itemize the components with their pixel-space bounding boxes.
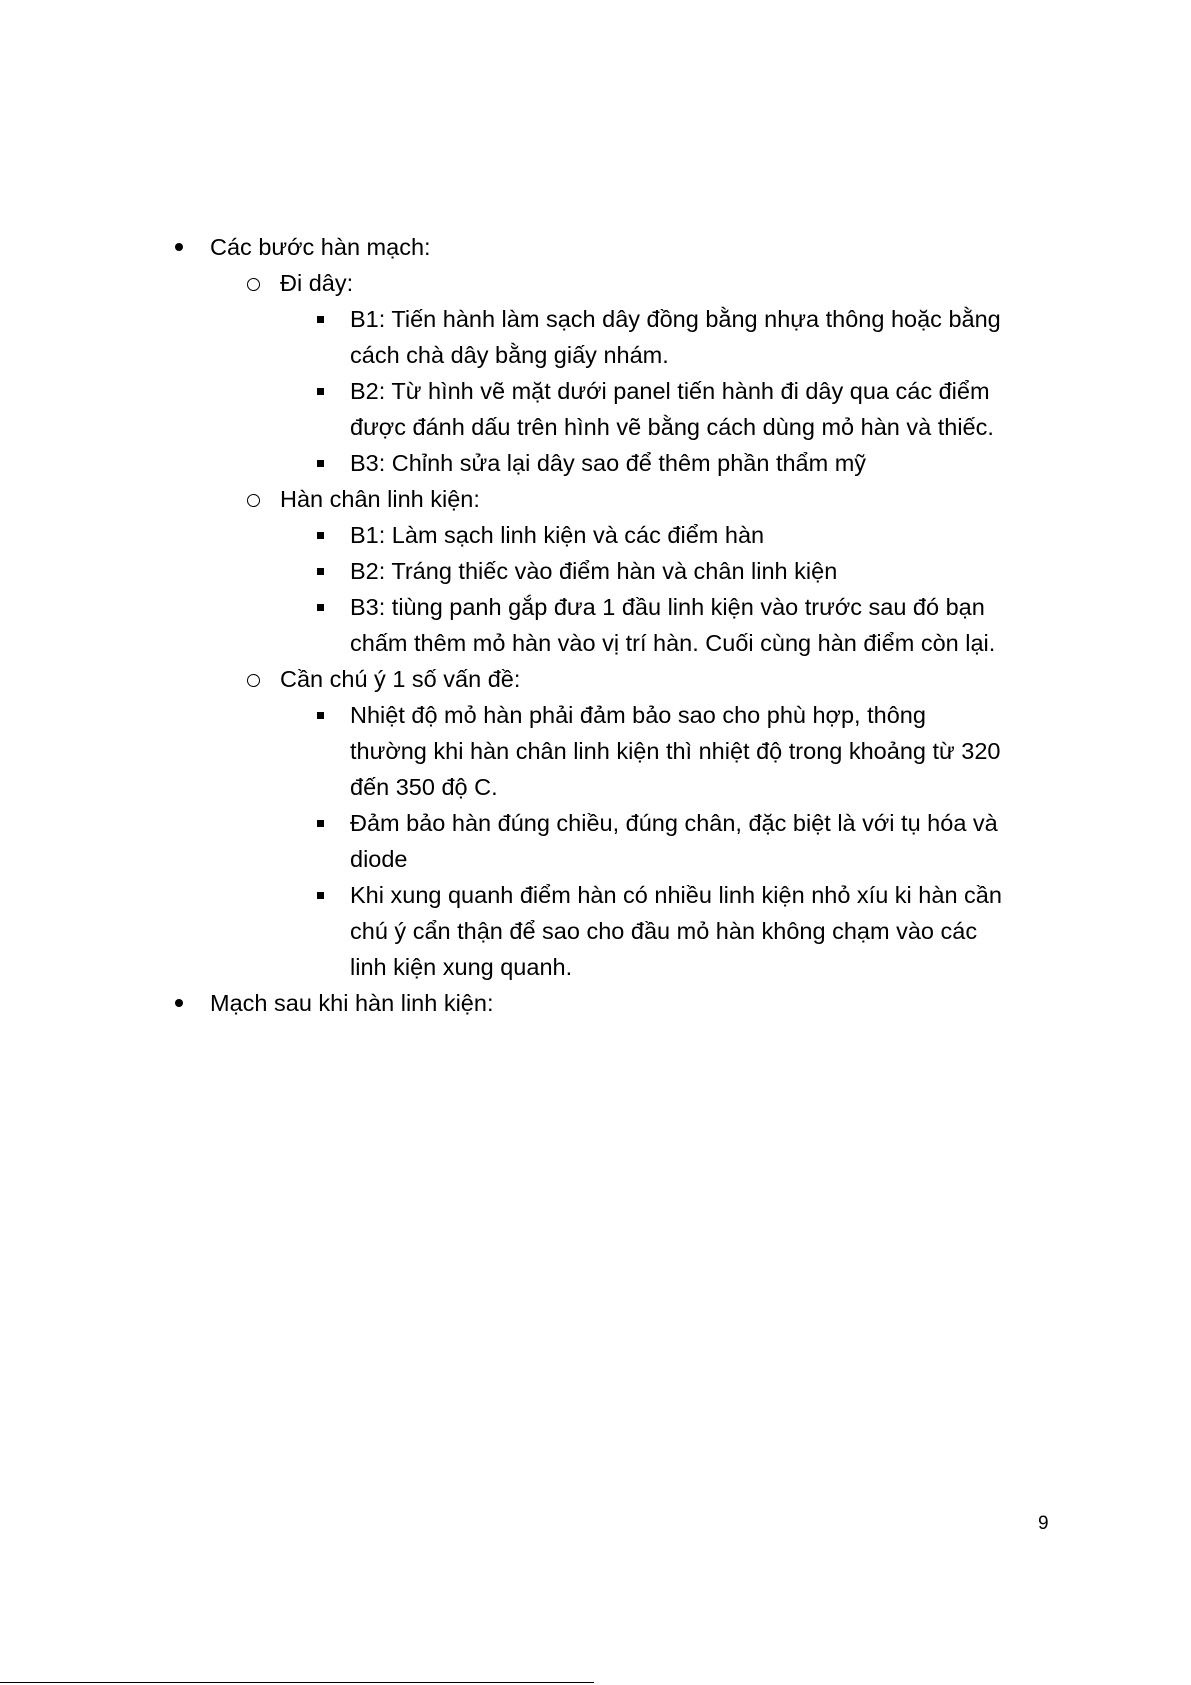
square-bullet-icon xyxy=(317,568,324,575)
wiring-title: Đi dây: xyxy=(280,270,354,296)
square-bullet-icon xyxy=(317,604,324,611)
text-line: B2: Từ hình vẽ mặt dưới panel tiến hành đi dây qua các điểm xyxy=(350,378,990,404)
text-line: thường khi hàn chân linh kiện thì nhiệt độ trong khoảng từ 320 xyxy=(350,738,1001,764)
square-bullet-icon xyxy=(317,820,324,827)
list-item-continuation xyxy=(0,841,1191,877)
list-item-notes-n3 xyxy=(0,877,1191,913)
text-line: B1: Tiến hành làm sạch dây đồng bằng nhựa thông hoặc bằng xyxy=(350,306,1001,332)
list-item-notes xyxy=(0,661,1191,697)
outline-list xyxy=(0,229,1191,1021)
bullet-icon xyxy=(175,999,183,1007)
solder-title: Hàn chân linh kiện: xyxy=(280,486,480,512)
square-bullet-icon xyxy=(317,532,324,539)
list-item-circuit xyxy=(0,985,1191,1021)
text-line: Đảm bảo hàn đúng chiều, đúng chân, đặc biệt là với tụ hóa và xyxy=(350,810,998,836)
list-item-wiring-b2 xyxy=(0,373,1191,409)
circle-bullet-icon xyxy=(247,278,260,291)
list-item-solder-b2 xyxy=(0,553,1191,589)
text-line: linh kiện xung quanh. xyxy=(350,954,573,980)
text-line: Khi xung quanh điểm hàn có nhiều linh kiện nhỏ xíu ki hàn cần xyxy=(350,882,1002,908)
text-line: chú ý cẩn thận để sao cho đầu mỏ hàn không chạm vào các xyxy=(350,918,978,944)
list-item-continuation xyxy=(0,769,1191,805)
circle-bullet-icon xyxy=(247,674,260,687)
list-item-notes-n2 xyxy=(0,805,1191,841)
text-line: B1: Làm sạch linh kiện và các điểm hàn xyxy=(350,522,765,548)
heading-circuit-after: Mạch sau khi hàn linh kiện: xyxy=(210,990,494,1016)
list-item-continuation xyxy=(0,409,1191,445)
list-item-solder-b3 xyxy=(0,589,1191,625)
square-bullet-icon xyxy=(317,460,324,467)
list-item-wiring xyxy=(0,265,1191,301)
text-line: chấm thêm mỏ hàn vào vị trí hàn. Cuối cùng hàn điểm còn lại. xyxy=(350,630,996,656)
text-line: B3: Chỉnh sửa lại dây sao để thêm phần thẩm mỹ xyxy=(350,450,867,476)
text-line: được đánh dấu trên hình vẽ bằng cách dùng mỏ hàn và thiếc. xyxy=(350,414,994,440)
square-bullet-icon xyxy=(317,316,324,323)
list-item-continuation xyxy=(0,337,1191,373)
list-item-continuation xyxy=(0,625,1191,661)
square-bullet-icon xyxy=(317,388,324,395)
square-bullet-icon xyxy=(317,712,324,719)
text-line: B3: tiùng panh gắp đưa 1 đầu linh kiện vào trước sau đó bạn xyxy=(350,594,985,620)
list-item-continuation xyxy=(0,949,1191,985)
text-line: đến 350 độ C. xyxy=(350,774,498,800)
list-item-solder xyxy=(0,481,1191,517)
page-number: 9 xyxy=(1038,1513,1049,1534)
list-item-continuation xyxy=(0,913,1191,949)
circle-bullet-icon xyxy=(247,494,260,507)
text-line: cách chà dây bằng giấy nhám. xyxy=(350,342,669,368)
list-item-solder-b1 xyxy=(0,517,1191,553)
bullet-icon xyxy=(175,243,183,251)
text-line: diode xyxy=(350,846,408,872)
heading-solder-steps: Các bước hàn mạch: xyxy=(210,234,431,260)
list-item-wiring-b1 xyxy=(0,301,1191,337)
square-bullet-icon xyxy=(317,892,324,899)
notes-title: Cần chú ý 1 số vấn đề: xyxy=(280,666,521,692)
text-line: Nhiệt độ mỏ hàn phải đảm bảo sao cho phù hợp, thông xyxy=(350,702,926,728)
footer-divider xyxy=(0,1682,594,1683)
list-item-steps xyxy=(0,229,1191,265)
list-item-wiring-b3 xyxy=(0,445,1191,481)
text-line: B2: Tráng thiếc vào điểm hàn và chân linh kiện xyxy=(350,558,838,584)
list-item-continuation xyxy=(0,733,1191,769)
list-item-notes-n1 xyxy=(0,697,1191,733)
